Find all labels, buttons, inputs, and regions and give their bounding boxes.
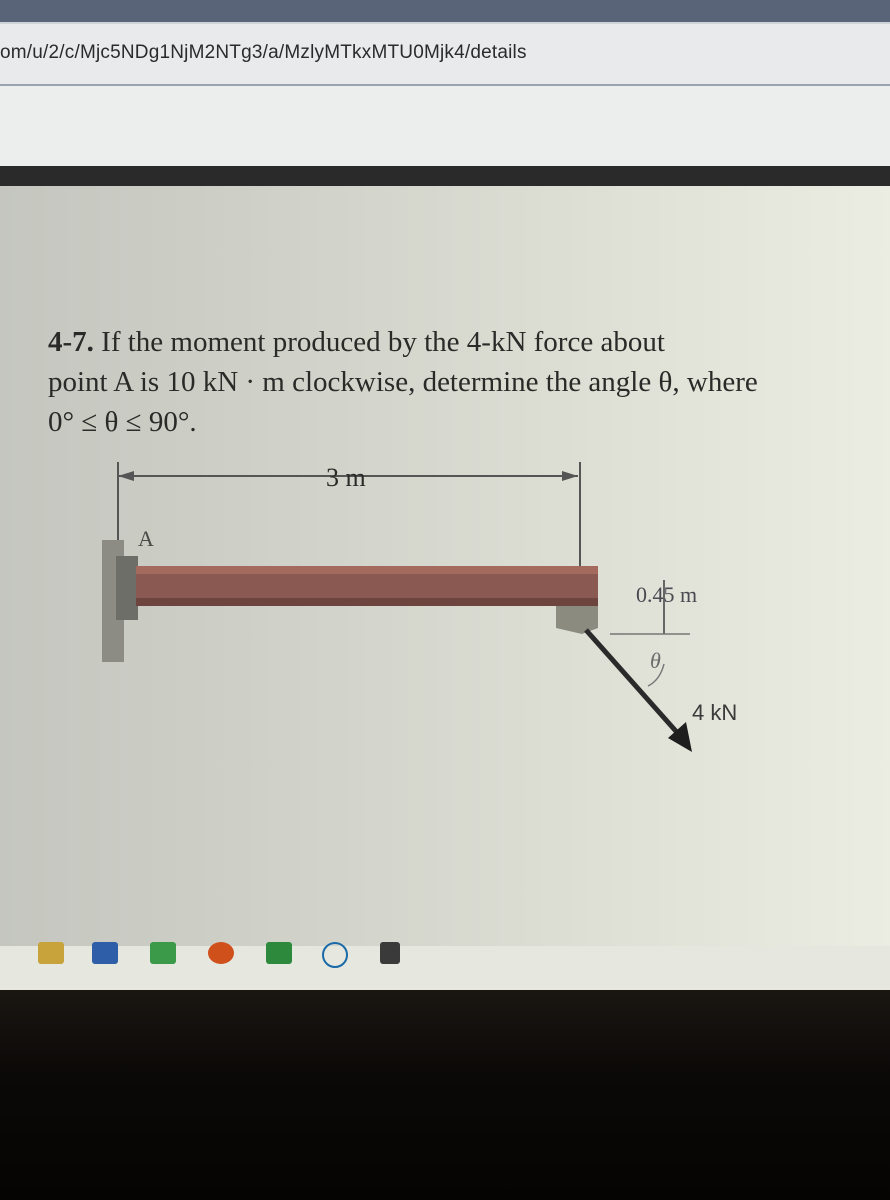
taskbar xyxy=(0,930,890,990)
end-bracket xyxy=(556,606,598,634)
word-icon[interactable] xyxy=(92,942,118,964)
chrome-icon[interactable] xyxy=(208,942,234,964)
problem-text-1: If the moment produced by the 4-kN force about xyxy=(101,326,665,358)
force-label: 4 kN xyxy=(692,700,738,725)
dimension-arrow-right xyxy=(562,471,578,481)
monitor-bezel xyxy=(0,990,890,1200)
dimension-arrow-left xyxy=(118,471,134,481)
beam-bottom-flange xyxy=(136,598,598,606)
file-explorer-icon[interactable] xyxy=(38,942,64,964)
beam-top-flange xyxy=(136,566,598,574)
wall-bracket xyxy=(116,556,138,620)
problem-line-3: 0° ≤ θ ≤ 90°. xyxy=(48,406,197,438)
force-arrow-shaft xyxy=(586,630,682,738)
media-icon[interactable] xyxy=(322,942,348,968)
horizontal-dimension-label: 3 m xyxy=(326,463,366,492)
angle-label: θ xyxy=(650,648,661,673)
problem-line-2: point A is 10 kN · m clockwise, determine the angle θ, where xyxy=(48,366,758,398)
url-text[interactable]: om/u/2/c/Mjc5NDg1NjM2NTg3/a/MzlyMTkxMTU0Mjk4/details xyxy=(0,42,527,63)
excel-icon[interactable] xyxy=(150,942,176,964)
store-icon[interactable] xyxy=(266,942,292,964)
security-icon[interactable] xyxy=(380,942,400,964)
point-a-label: A xyxy=(138,526,154,551)
problem-number: 4-7. xyxy=(48,326,94,358)
vertical-dimension-label: 0.45 m xyxy=(636,582,698,607)
